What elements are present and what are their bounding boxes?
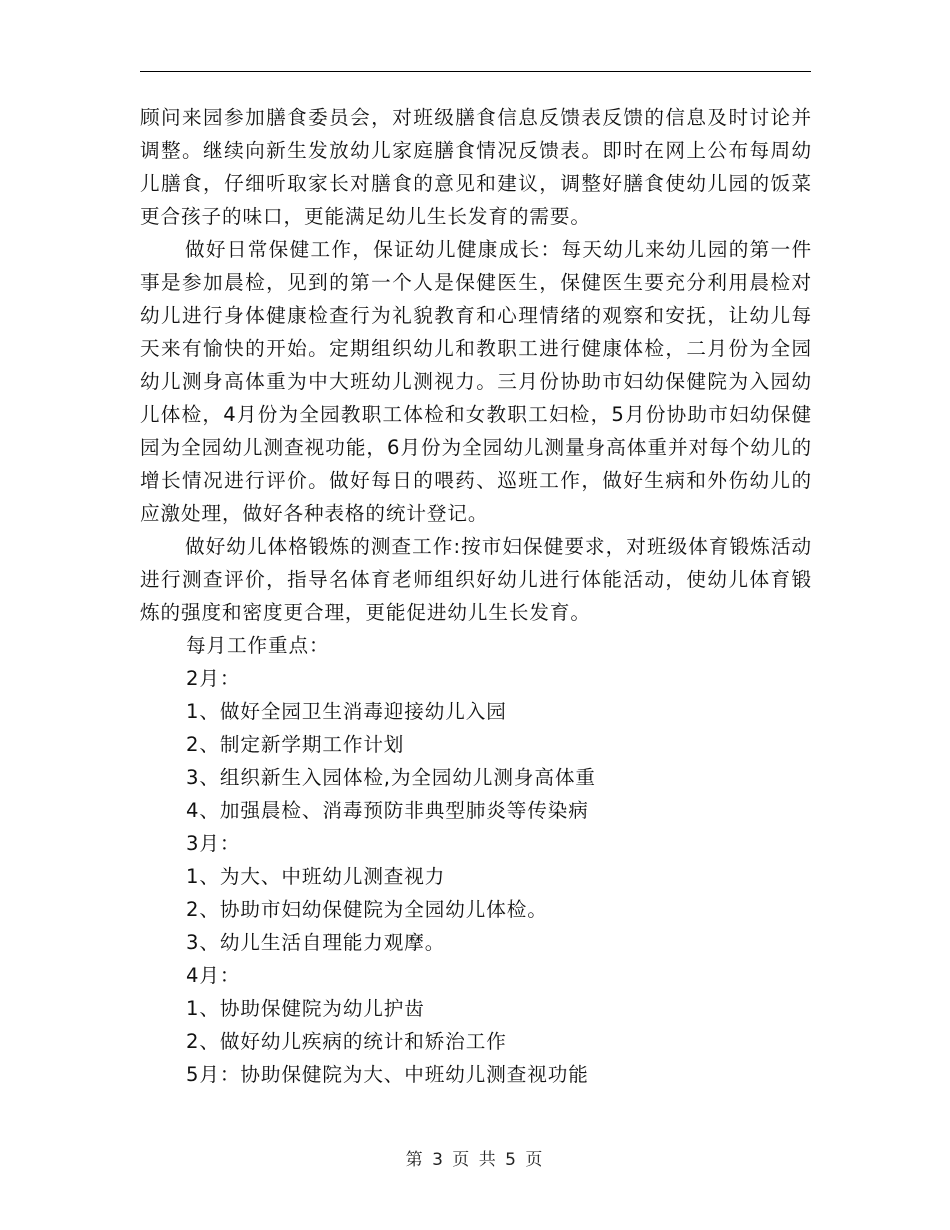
list-item: 3、幼儿生活自理能力观摩。: [186, 931, 446, 954]
page-footer: 第 3 页 共 5 页: [405, 1150, 545, 1170]
list-item: 1、做好全园卫生消毒迎接幼儿入园: [186, 700, 507, 723]
paragraph-physical-exercise: 做好幼儿体格锻炼的测查工作:按市妇保健要求，对班级体育锻炼活动进行测查评价，指导名体育老师组织好幼儿进行体能活动，使幼儿体育锻炼的强度和密度更合理，更能促进幼儿生长发育。: [140, 535, 812, 624]
list-item: 2、做好幼儿疾病的统计和矫治工作: [186, 1030, 507, 1053]
list-item: 4、加强晨检、消毒预防非典型肺炎等传染病: [186, 799, 589, 822]
paragraph-daily-health-care: 做好日常保健工作，保证幼儿健康成长：每天幼儿来幼儿园的第一件事是参加晨检，见到的第一个人是保健医生，保健医生要充分利用晨检对幼儿进行身体健康检查行为礼貌教育和心理情绪的观察和安抚，让幼儿每天来有愉快的开始。定期组织幼儿和教职工进行健康体检，二月份为全园幼儿测身高体重为中大班幼儿测视力。三月份协助市妇幼保健院为入园幼儿体检，4月份为全园教职工体检和女教职工妇检，5月份协助市妇幼保健园为全园幼儿测查视功能，6月份为全园幼儿测量身高体重并对每个幼儿的增长情况进行评价。做好每日的喂药、巡班工作，做好生病和外伤幼儿的应激处理，做好各种表格的统计登记。: [140, 238, 812, 525]
month-heading-apr: 4月：: [186, 964, 241, 987]
list-item: 1、为大、中班幼儿测查视力: [186, 865, 446, 888]
paragraph-continued: 顾问来园参加膳食委员会，对班级膳食信息反馈表反馈的信息及时讨论并调整。继续向新生发放幼儿家庭膳食情况反馈表。即时在网上公布每周幼儿膳食，仔细听取家长对膳食的意见和建议，调整好膳食使幼儿园的饭菜更合孩子的味口，更能满足幼儿生长发育的需要。: [140, 106, 812, 228]
month-heading-feb: 2月：: [186, 667, 241, 690]
monthly-focus-heading: 每月工作重点：: [186, 634, 330, 657]
list-item: 2、制定新学期工作计划: [186, 733, 405, 756]
document-body: [140, 101, 812, 1091]
month-heading-mar: 3月：: [186, 832, 241, 855]
header-rule: [140, 71, 811, 72]
month-heading-may: 5月：协助保健院为大、中班幼儿测查视功能: [186, 1063, 589, 1086]
list-item: 3、组织新生入园体检,为全园幼儿测身高体重: [186, 766, 596, 789]
list-item: 1、协助保健院为幼儿护齿: [186, 997, 425, 1020]
list-item: 2、协助市妇幼保健院为全园幼儿体检。: [186, 898, 548, 921]
